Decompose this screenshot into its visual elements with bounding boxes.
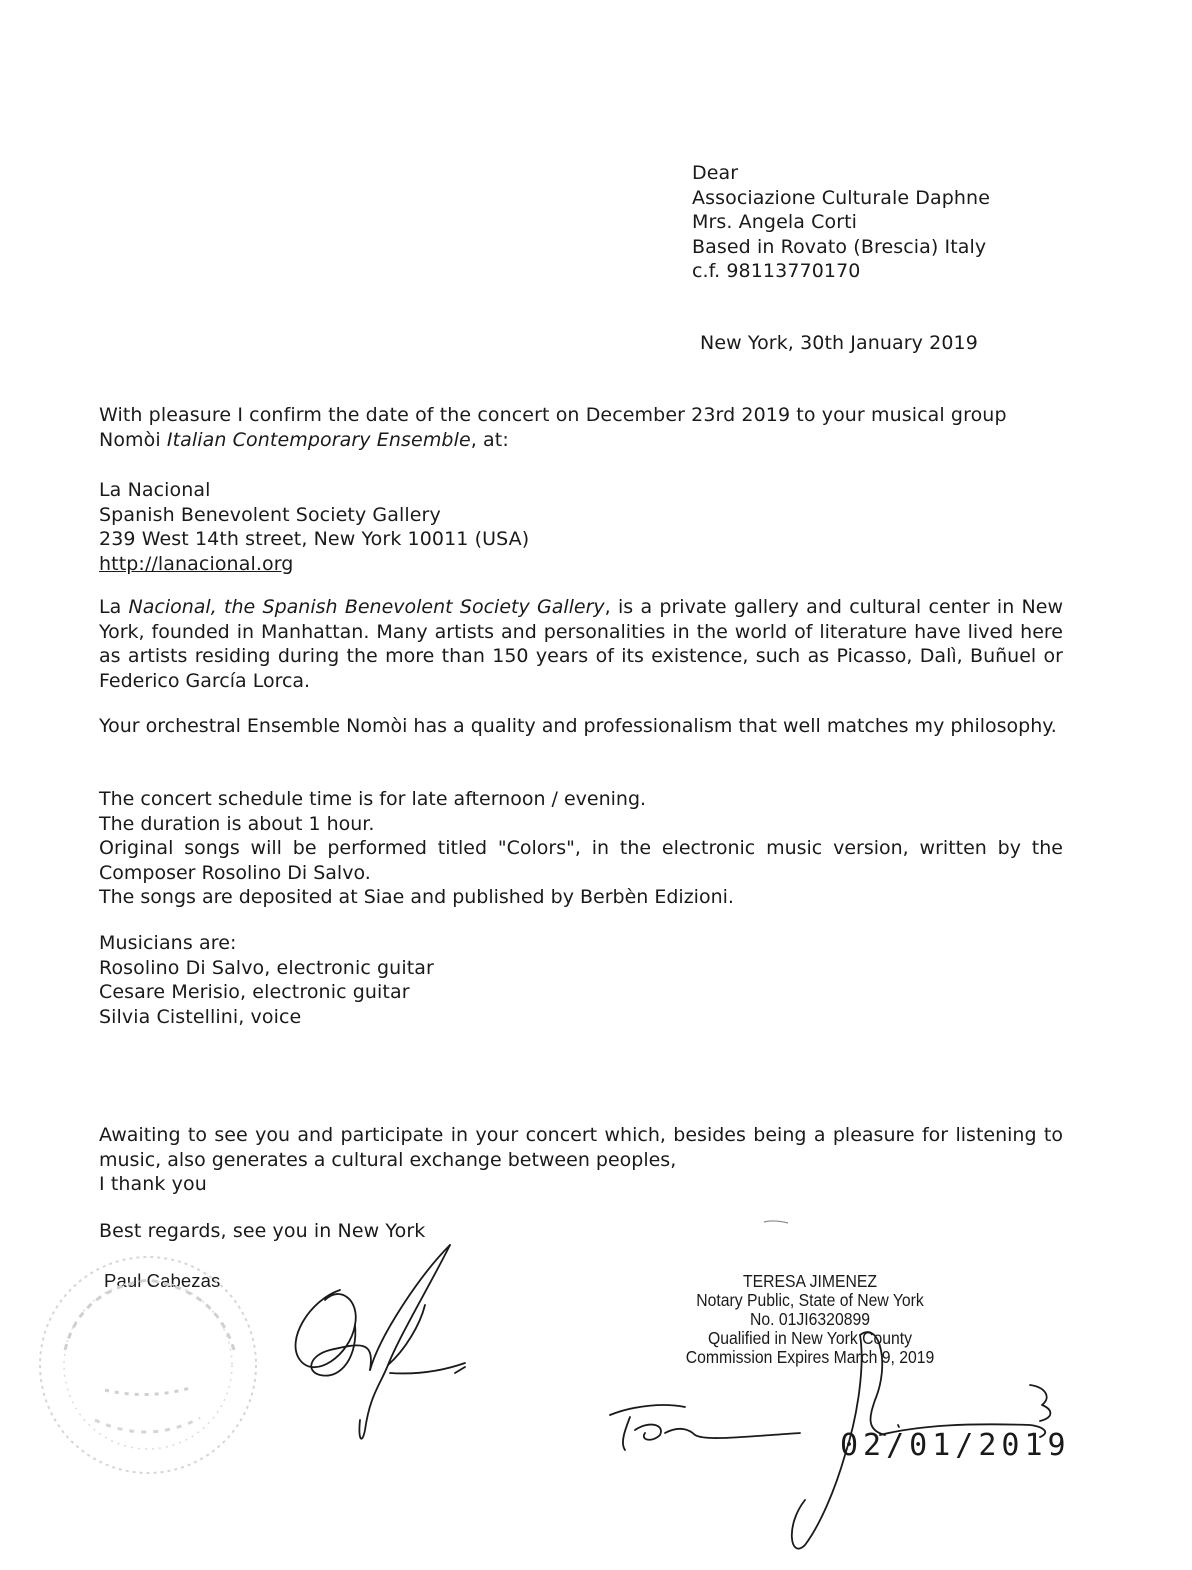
musicians-block [99, 931, 434, 1029]
intro-ensemble-prefix: Nomòi [99, 428, 167, 451]
recipient-organization: Associazione Culturale Daphne [692, 186, 990, 209]
notary-title: Notary Public, State of New York [696, 1290, 924, 1310]
signer-name: Paul Cabezas [104, 1270, 221, 1291]
intro-line-1: With pleasure I confirm the date of the concert on December 23rd 2019 to your musical group [99, 404, 1007, 426]
notary-county: Qualified in New York County [708, 1328, 912, 1348]
recipient-person: Mrs. Angela Corti [692, 211, 858, 233]
schedule-songs: Original songs will be performed titled "Colors", in the electronic music version, written by the Composer Rosolino Di Salvo. [99, 837, 1063, 884]
closing-thanks: I thank you [99, 1173, 207, 1195]
schedule-time: The concert schedule time is for late afternoon / evening. [99, 788, 647, 810]
recipient-fiscal-code: c.f. 98113770170 [692, 260, 861, 282]
notary-expires: Commission Expires March 9, 2019 [685, 1347, 935, 1367]
musician-item: Rosolino Di Salvo, electronic guitar [99, 956, 434, 979]
notary-name: TERESA JIMENEZ [743, 1271, 877, 1291]
venue-address: 239 West 14th street, New York 10011 (USA) [99, 528, 530, 550]
intro-line-2 [99, 428, 1007, 453]
intro-suffix: , at: [470, 428, 509, 451]
stray-mark [762, 1218, 792, 1228]
notary-seal-emboss [20, 1250, 280, 1490]
schedule-block [99, 787, 1063, 910]
recipient-block [692, 161, 990, 284]
about-italic: Nacional, the Spanish Benevolent Society Gallery [128, 596, 605, 618]
venue-name: La Nacional [99, 479, 211, 501]
musicians-heading: Musicians are: [99, 932, 237, 954]
intro-paragraph [99, 403, 1007, 452]
musician-item: Silvia Cistellini, voice [99, 1005, 302, 1028]
venue-block [99, 478, 529, 576]
closing-paragraph: Awaiting to see you and participate in your concert which, besides being a pleasure for listening to music, also generates a cultural exchange between peoples, [99, 1124, 1063, 1171]
about-rest: , is a private gallery and cultural center in New York, founded in Manhattan. Many artists and personalities in the world of literature have lived here as artists residing during the more than 150 years of its existence, such as Picasso, Dalì, Buñuel or Federico García Lorca. [99, 596, 1063, 692]
schedule-duration: The duration is about 1 hour. [99, 812, 375, 835]
signature-notary [590, 1325, 1110, 1565]
venue-url-link[interactable]: http://lanacional.org [99, 552, 294, 575]
intro-ensemble-name: Italian Contemporary Ensemble [166, 428, 471, 451]
closing-regards: Best regards, see you in New York [99, 1220, 426, 1242]
recipient-location: Based in Rovato (Brescia) Italy [692, 235, 987, 258]
notary-number: No. 01JI6320899 [750, 1309, 870, 1329]
notary-handwritten-date: 02/01/2019 [840, 1428, 1071, 1463]
salutation: Dear [692, 162, 739, 184]
ensemble-paragraph: Your orchestral Ensemble Nomòi has a quality and professionalism that well matches my philosophy. [99, 715, 1057, 737]
about-paragraph [99, 595, 1063, 693]
venue-gallery: Spanish Benevolent Society Gallery [99, 503, 441, 526]
signature-paul-cabezas [270, 1245, 490, 1445]
about-prefix: La [99, 596, 129, 618]
place-date: New York, 30th January 2019 [700, 332, 978, 354]
musician-item: Cesare Merisio, electronic guitar [99, 981, 410, 1003]
schedule-deposit: The songs are deposited at Siae and published by Berbèn Edizioni. [99, 886, 734, 908]
